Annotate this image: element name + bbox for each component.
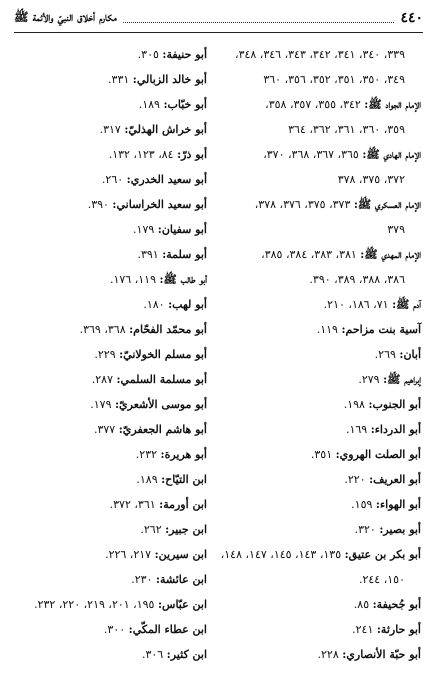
index-entry xyxy=(211,98,421,123)
entry-name: ابن عبّاس: xyxy=(157,598,207,611)
entry-page-refs: ١٥٩. xyxy=(351,498,376,511)
index-entry xyxy=(7,98,207,123)
entry-name: ابن كثير: xyxy=(166,648,207,661)
index-entry xyxy=(7,373,207,398)
entry-page-refs: ٢٦٠. xyxy=(101,173,127,186)
entry-name: الإمام الهادي ﷺ: xyxy=(362,148,421,161)
index-entry xyxy=(7,198,207,223)
entry-name: أبو العريف: xyxy=(369,473,421,486)
entry-name: إبراهيم ﷺ: xyxy=(383,373,421,386)
index-column-left xyxy=(7,48,207,673)
entry-page-refs: ٣٨٦، ٣٨٨، ٣٨٩، ٣٩٠. xyxy=(309,273,405,286)
entry-page-refs: ٢٤١. xyxy=(352,623,377,636)
entry-page-refs: ٨٥. xyxy=(353,598,373,611)
entry-page-refs: ١٥٠، ٢٤٤. xyxy=(358,573,405,586)
index-entry xyxy=(7,448,207,473)
index-entry xyxy=(211,198,421,223)
entry-page-refs: ٢٣٢. xyxy=(135,448,161,461)
entry-name: أبو موسى الأشعريّ: xyxy=(114,398,207,411)
index-entry xyxy=(211,473,421,498)
entry-name: أبو خبّاب: xyxy=(163,98,207,111)
entry-name: أبو مسلم الخولانيّ: xyxy=(119,348,207,361)
entry-page-refs: ٢٢٩. xyxy=(94,348,120,361)
page-header xyxy=(14,8,423,28)
index-entry xyxy=(211,398,421,423)
entry-name: ابن سيرين: xyxy=(154,548,207,561)
entry-page-refs: ٢٦٢. xyxy=(140,523,166,536)
entry-page-refs: ٣١٧. xyxy=(99,123,125,136)
entry-name: أبو سفيان: xyxy=(157,223,207,236)
entry-name: أبو الجنوب: xyxy=(368,398,421,411)
entry-name: ابن عطاء المكّي: xyxy=(128,623,207,636)
entry-page-refs: ٣٥٩، ٣٦٠، ٣٦١، ٣٦٢، ٣٦٤ xyxy=(288,123,405,136)
entry-name: أبو حنيفة: xyxy=(162,48,207,61)
entry-name: أبو لهب: xyxy=(168,298,207,311)
entry-page-refs: ٢٢٠. xyxy=(344,473,370,486)
entry-page-refs: ١٣٥، ١٤٣، ١٤٥، ١٤٧، ١٤٨، xyxy=(220,548,345,561)
entry-page-refs: ٣٤٩، ٣٥٠، ٣٥١، ٣٥٢، ٣٥٦، ٣٦٠ xyxy=(263,73,405,86)
entry-page-refs: ١٨٩. xyxy=(136,473,162,486)
entry-page-refs: ٢٦٩. xyxy=(374,348,400,361)
entry-page-refs: ٣٠٠. xyxy=(103,623,129,636)
entry-page-refs: ٣٦٨، ٣٦٩. xyxy=(79,323,130,336)
entry-name: أبو بصير: xyxy=(379,523,421,536)
entry-page-refs: ٣٤٢، ٣٥٥، ٣٥٧، ٣٥٨، xyxy=(265,98,365,111)
index-entry xyxy=(211,648,421,673)
entry-name: آسية بنت مزاحم: xyxy=(341,323,421,336)
entry-page-refs: ١٨٩. xyxy=(138,98,164,111)
entry-page-refs: ٣٢٠. xyxy=(354,523,380,536)
entry-name: أبو طالب ﷺ: xyxy=(159,273,207,286)
entry-name: أبو خراش الهذليّ: xyxy=(124,123,207,136)
index-entry xyxy=(7,323,207,348)
entry-page-refs: ٨٤، ١٢٣، ١٣٢. xyxy=(108,148,178,161)
entry-page-refs: ٣٣٩، ٣٤٠، ٣٤١، ٣٤٢، ٣٤٣، ٣٤٦، ٣٤٨، xyxy=(235,48,405,61)
entry-name: أبو حبّة الأنصاري: xyxy=(342,648,421,661)
entry-name: أبو الهواء: xyxy=(375,498,421,511)
index-entry-continuation xyxy=(211,273,421,298)
index-entry-continuation xyxy=(211,123,421,148)
entry-page-refs: ٣٩١. xyxy=(137,248,163,261)
index-entry xyxy=(211,148,421,173)
entry-page-refs: ١٧٩. xyxy=(133,223,158,236)
index-entry-continuation xyxy=(211,173,421,198)
index-entry-continuation xyxy=(211,48,421,73)
index-entry xyxy=(211,498,421,523)
entry-page-refs: ١٦٩. xyxy=(345,423,371,436)
entry-page-refs: ٢٣٠. xyxy=(131,573,156,586)
index-entry xyxy=(7,173,207,198)
index-entry-continuation xyxy=(211,73,421,98)
index-entry xyxy=(7,123,207,148)
entry-page-refs: ٣٨١، ٣٨٣، ٣٨٤، ٣٨٥، xyxy=(261,248,361,261)
index-entry xyxy=(211,548,421,573)
entry-name: أبو سعيد الخدري: xyxy=(126,173,207,186)
entry-name: أبو حارثة: xyxy=(376,623,421,636)
entry-page-refs: ١٩٥، ٢٠١، ٢١٩، ٢٢٠، ٢٣٢. xyxy=(34,598,158,611)
index-entry xyxy=(211,373,421,398)
entry-name: أبو سعيد الخراساني: xyxy=(112,198,207,211)
entry-name: أبو ذرّ: xyxy=(177,148,207,161)
index-entry xyxy=(211,598,421,623)
entry-name: ابن التيّاح: xyxy=(161,473,207,486)
entry-name: ابن جبير: xyxy=(165,523,207,536)
entry-name: أبو سلمة: xyxy=(162,248,207,261)
index-entry xyxy=(7,298,207,323)
entry-page-refs: ٢١٧، ٢٢٦. xyxy=(105,548,155,561)
entry-name: أبو محمّد الفحّام: xyxy=(129,323,207,336)
index-entry xyxy=(211,423,421,448)
index-entry xyxy=(211,348,421,373)
index-entry xyxy=(7,623,207,648)
entry-name: أبو بكر بن عتيق: xyxy=(344,548,421,561)
index-entry xyxy=(7,648,207,673)
entry-name: ابن أورمة: xyxy=(159,498,207,511)
entry-page-refs: ٣٥١. xyxy=(310,448,336,461)
running-title: مكارم أخلاق النبيّ والأئمة ﷺ xyxy=(14,9,117,24)
entry-name: أبو الدرداء: xyxy=(370,423,421,436)
entry-name: أبو الصلت الهروي: xyxy=(335,448,421,461)
index-entry xyxy=(7,48,207,73)
entry-page-refs: ٣٧٧. xyxy=(93,423,119,436)
entry-page-refs: ٣٠٦. xyxy=(141,648,167,661)
entry-page-refs: ٣٧٩ xyxy=(387,223,405,236)
index-entry xyxy=(7,398,207,423)
index-entry-continuation xyxy=(211,573,421,598)
entry-page-refs: ٢٧٩. xyxy=(358,373,384,386)
index-entry xyxy=(7,473,207,498)
entry-page-refs: ٣٣١. xyxy=(108,73,133,86)
entry-page-refs: ٢٢٨. xyxy=(317,648,343,661)
index-column-right xyxy=(211,48,421,673)
index-entry xyxy=(7,498,207,523)
index-entry xyxy=(7,273,207,298)
entry-page-refs: ١١٩، ١٧٦. xyxy=(109,273,160,286)
index-entry xyxy=(7,73,207,98)
entry-page-refs: ٣٧٣، ٣٧٥، ٣٧٦، ٣٧٨، xyxy=(254,198,354,211)
entry-page-refs: ٢٨٧. xyxy=(91,373,117,386)
entry-page-refs: ٣٠٥. xyxy=(137,48,163,61)
index-entry xyxy=(211,623,421,648)
entry-page-refs: ٣٦٥، ٣٦٧، ٣٦٨، ٣٧٠، xyxy=(263,148,363,161)
index-entry xyxy=(7,598,207,623)
entry-page-refs: ١٨٠. xyxy=(143,298,169,311)
index-entry xyxy=(7,548,207,573)
entry-name: آدم ﷺ: xyxy=(392,298,421,311)
index-entry xyxy=(7,223,207,248)
index-entry xyxy=(7,523,207,548)
index-entry xyxy=(7,423,207,448)
entry-name: الإمام العسكري ﷺ: xyxy=(353,198,421,211)
index-entry xyxy=(7,248,207,273)
index-entry xyxy=(211,523,421,548)
entry-name: الإمام الجواد ﷺ: xyxy=(364,98,421,111)
entry-page-refs: ٣٩٠. xyxy=(87,198,113,211)
header-dot-leader xyxy=(123,14,395,23)
index-entry xyxy=(7,148,207,173)
entry-name: أبان: xyxy=(399,348,421,361)
index-entry xyxy=(211,298,421,323)
index-entry xyxy=(7,573,207,598)
index-entry-continuation xyxy=(211,223,421,248)
entry-page-refs: ١١٩. xyxy=(316,323,342,336)
entry-page-refs: ٣٦١، ٣٧٢. xyxy=(109,498,160,511)
entry-name: أبو مسلمة السلمي: xyxy=(116,373,207,386)
page-number: ٤٤٠ xyxy=(400,10,423,26)
index-entry xyxy=(211,448,421,473)
index-entry xyxy=(211,323,421,348)
entry-name: أبو هاشم الجعفريّ: xyxy=(118,423,207,436)
entry-name: أبو جُحيفة: xyxy=(372,598,421,611)
entry-name: الإمام المهدي ﷺ: xyxy=(360,248,421,261)
entry-page-refs: ٣٧٢، ٣٧٥، ٣٧٨ xyxy=(337,173,405,186)
entry-page-refs: ١٧٩. xyxy=(90,398,115,411)
index-entry xyxy=(211,248,421,273)
entry-name: أبو هريرة: xyxy=(160,448,207,461)
entry-page-refs: ٧١، ١٨٦، ٢١٠. xyxy=(323,298,393,311)
entry-page-refs: ١٩٨. xyxy=(343,398,369,411)
entry-name: أبو خالد الزبالي: xyxy=(132,73,207,86)
index-entry xyxy=(7,348,207,373)
entry-name: ابن عائشة: xyxy=(155,573,207,586)
header-divider xyxy=(14,32,423,33)
